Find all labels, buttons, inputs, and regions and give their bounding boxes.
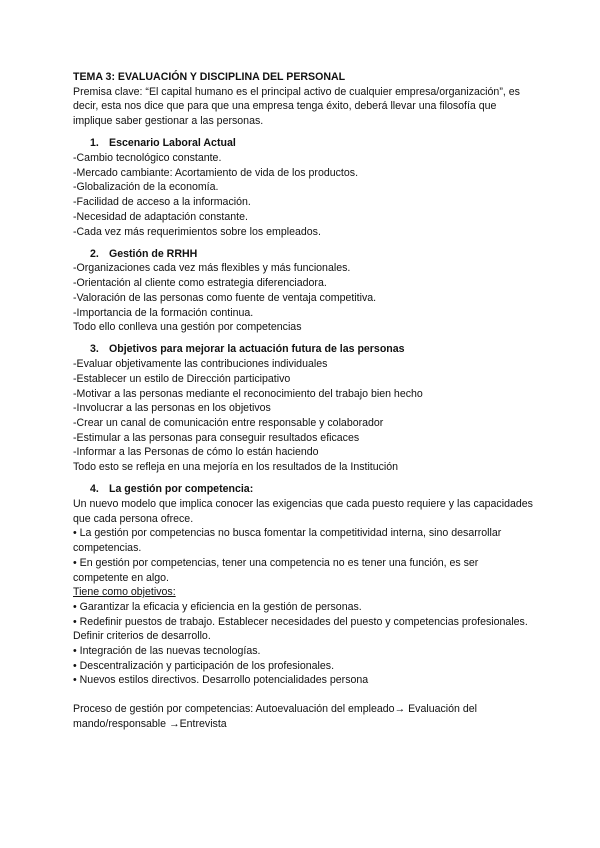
list-item: -Estimular a las personas para conseguir resultados eficaces bbox=[73, 431, 360, 444]
section-number: 1. bbox=[90, 137, 99, 150]
list-item: -Importancia de la formación continua. bbox=[73, 306, 254, 319]
list-item: -Cambio tecnológico constante. bbox=[73, 152, 222, 165]
section-conclusion: Todo esto se refleja en una mejoría en los resultados de la Institución bbox=[73, 461, 399, 474]
list-item: -Motivar a las personas mediante el reconocimiento del trabajo bien hecho bbox=[73, 387, 423, 400]
page-title: TEMA 3: EVALUACIÓN Y DISCIPLINA DEL PERSONAL bbox=[73, 71, 346, 83]
section-number: 4. bbox=[90, 483, 99, 496]
bullet-item: • La gestión por competencias no busca fomentar la competitividad interna, sino desarrollar competencias. bbox=[73, 527, 502, 555]
objective-item: • Integración de las nuevas tecnologías. bbox=[73, 645, 261, 658]
section-title: La gestión por competencia: bbox=[109, 483, 254, 496]
section-number: 2. bbox=[90, 247, 99, 260]
bullet-item: • En gestión por competencias, tener una competencia no es tener una función, es ser competente en algo. bbox=[73, 556, 479, 584]
premise-paragraph: Premisa clave: “El capital humano es el principal activo de cualquier empresa/organización”, es decir, esta nos dice que para que una empresa tenga éxito, deberá llevar una filosofía que implique saber gestionar a las personas. bbox=[73, 85, 520, 128]
list-item: -Valoración de las personas como fuente de ventaja competitiva. bbox=[73, 291, 377, 304]
section-title: Objetivos para mejorar la actuación futura de las personas bbox=[109, 343, 405, 356]
list-item: -Evaluar objetivamente las contribuciones individuales bbox=[73, 358, 328, 371]
section-heading-2 bbox=[73, 247, 533, 262]
objective-item: • Redefinir puestos de trabajo. Establecer necesidades del puesto y competencias profesionales. Definir criterios de desarrollo. bbox=[73, 615, 528, 643]
section-title: Escenario Laboral Actual bbox=[109, 137, 236, 150]
list-item: -Informar a las Personas de cómo lo están haciendo bbox=[73, 446, 319, 459]
section-conclusion: Todo ello conlleva una gestión por competencias bbox=[73, 321, 302, 334]
list-item: -Facilidad de acceso a la información. bbox=[73, 196, 251, 209]
section-heading-3 bbox=[73, 342, 533, 357]
list-item: -Mercado cambiante: Acortamiento de vida de los productos. bbox=[73, 166, 359, 179]
list-item: -Establecer un estilo de Dirección participativo bbox=[73, 372, 291, 385]
list-item: -Necesidad de adaptación constante. bbox=[73, 210, 248, 223]
document-content bbox=[73, 70, 533, 732]
section-number: 3. bbox=[90, 343, 99, 356]
list-item: -Crear un canal de comunicación entre responsable y colaborador bbox=[73, 416, 384, 429]
list-item: -Involucrar a las personas en los objetivos bbox=[73, 402, 271, 415]
objective-item: • Garantizar la eficacia y eficiencia en la gestión de personas. bbox=[73, 600, 362, 613]
section-heading-4 bbox=[73, 482, 533, 497]
list-item: -Organizaciones cada vez más flexibles y más funcionales. bbox=[73, 262, 351, 275]
list-item: -Globalización de la economía. bbox=[73, 181, 219, 194]
section-intro: Un nuevo modelo que implica conocer las exigencias que cada puesto requiere y las capacidades que cada persona ofrece. bbox=[73, 497, 533, 525]
section-title: Gestión de RRHH bbox=[109, 247, 198, 260]
objective-item: • Descentralización y participación de los profesionales. bbox=[73, 659, 335, 672]
objective-item: • Nuevos estilos directivos. Desarrollo potencialidades persona bbox=[73, 674, 369, 687]
process-paragraph: Proceso de gestión por competencias: Autoevaluación del empleado→ Evaluación del mando/responsable →Entrevista bbox=[73, 703, 477, 730]
list-item: -Orientación al cliente como estrategia diferenciadora. bbox=[73, 277, 327, 290]
spacer bbox=[73, 688, 533, 702]
section-heading-1 bbox=[73, 136, 533, 151]
objectives-label: Tiene como objetivos: bbox=[73, 586, 176, 599]
list-item: -Cada vez más requerimientos sobre los empleados. bbox=[73, 225, 321, 238]
